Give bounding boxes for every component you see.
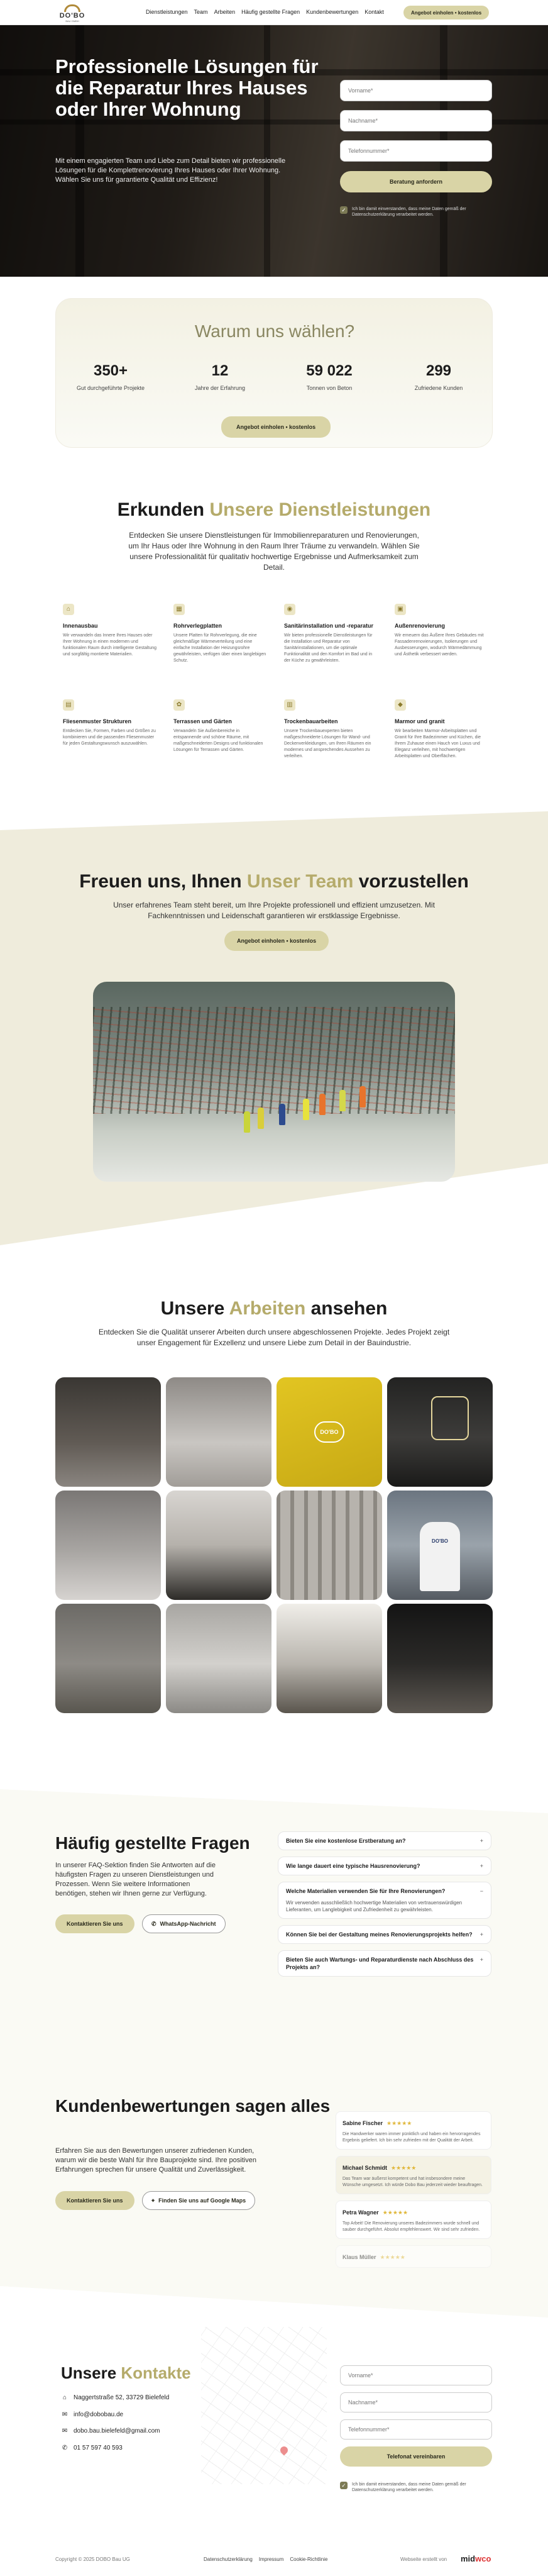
reviewer-name: Klaus Müller (342, 2254, 376, 2260)
work-tile-logo: DO'BO (420, 1522, 460, 1591)
service-title: Sanitärinstallation und -reparatur (284, 623, 374, 629)
faq-question: Welche Materialien verwenden Sie für Ihre Renovierungen? (286, 1888, 446, 1894)
logo-text: DO'BO (59, 12, 85, 19)
plus-icon: + (480, 1931, 483, 1938)
footer-link-privacy[interactable]: Datenschutzerklärung (204, 2557, 253, 2562)
whatsapp-icon: ✆ (151, 1920, 156, 1927)
contact-lastname-input[interactable] (340, 2392, 492, 2412)
why-us-title: Warum uns wählen? (194, 321, 355, 341)
service-card[interactable] (63, 699, 157, 747)
mail-icon: ✉ (62, 2428, 68, 2434)
service-text: Unsere Trockenbauexperten bieten maßgeschneiderte Lösungen für Wand- und Deckenverkleidungen, um Ihren Räumen ein modernes und ansprechendes Aussehen zu verleihen. (284, 729, 371, 758)
phone-icon: ✆ (62, 2445, 68, 2451)
star-rating: ★★★★★ (391, 2165, 417, 2171)
interior-icon: ⌂ (63, 604, 74, 615)
header-quote-button[interactable]: Angebot einholen • kostenlos (403, 6, 489, 19)
contact-consent (340, 2482, 492, 2493)
service-card[interactable] (395, 604, 489, 658)
stat-value: 350+ (93, 362, 128, 379)
review-text: Top Arbeit! Die Renovierung unseres Badezimmers wurde schnell und sauber durchgeführt. Absolut empfehlenswert. Wir sind sehr zufrieden. (342, 2221, 480, 2232)
works-title-c: ansehen (310, 1298, 388, 1319)
map-marker-icon (279, 2445, 290, 2456)
stat-label: Gut durchgeführte Projekte (76, 385, 145, 391)
agency-logo-a: mid (461, 2554, 476, 2563)
work-tile[interactable] (55, 1604, 161, 1713)
work-tile[interactable] (277, 1491, 382, 1600)
faq-item[interactable] (278, 1950, 491, 1977)
hero-submit-button[interactable]: Beratung anfordern (340, 171, 492, 192)
contact-email-1[interactable] (61, 2411, 123, 2418)
garden-icon: ✿ (173, 699, 185, 711)
contact-phone[interactable] (61, 2445, 123, 2451)
reviews-title: Kundenbewertungen sagen alles (55, 2096, 331, 2116)
footer-link-imprint[interactable]: Impressum (258, 2557, 284, 2562)
service-title: Außenrenovierung (395, 623, 446, 629)
footer-credit: Webseite erstellt von (400, 2557, 447, 2562)
stat-value: 299 (425, 362, 452, 379)
service-title: Innenausbau (63, 623, 98, 629)
service-title: Trockenbauarbeiten (284, 718, 338, 724)
services-title-b: Unsere Dienstleistungen (209, 499, 431, 520)
logo-roof-icon (64, 4, 80, 12)
works-title-a: Unsere (160, 1298, 225, 1319)
work-tile[interactable] (55, 1377, 161, 1487)
agency-logo[interactable] (461, 2554, 491, 2563)
work-tile[interactable] (166, 1377, 271, 1487)
contact-email-2-text: dobo.bau.bielefeld@gmail.com (74, 2428, 160, 2434)
service-card[interactable] (173, 699, 268, 753)
work-tile[interactable] (387, 1604, 493, 1713)
team-text: Unser erfahrenes Team steht bereit, um Ihre Projekte professionell und effizient umzusetzen. Mit Fachkenntnissen und Leidenschaft garantieren wir erstklassige Ergebnisse. (113, 901, 435, 920)
stat-label: Tonnen von Beton (306, 385, 353, 391)
reviews-contact-button[interactable]: Kontaktieren Sie uns (55, 2191, 134, 2210)
stat-value: 12 (211, 362, 229, 379)
why-quote-button[interactable]: Angebot einholen • kostenlos (221, 416, 331, 438)
footer-link-cookies[interactable]: Cookie-Richtlinie (290, 2557, 328, 2562)
faq-question: Wie lange dauert eine typische Hausrenovierung? (286, 1863, 420, 1869)
work-tile[interactable] (387, 1377, 493, 1487)
services-title (0, 499, 548, 521)
faq-text: In unserer FAQ-Sektion finden Sie Antworten auf die häufigsten Fragen zu unseren Dienstleistungen und Prozessen. Wenn Sie weitere Informationen benötigen, stehen wir Ihnen gerne zur Verfügung. (55, 1862, 216, 1897)
nav-item-team[interactable]: Team (194, 9, 208, 15)
tiles-icon: ▤ (63, 699, 74, 711)
reviewer-name: Michael Schmidt (342, 2165, 388, 2171)
review-card (336, 2245, 491, 2268)
works-title-b: Arbeiten (229, 1298, 306, 1319)
faq-question: Bieten Sie auch Wartungs- und Reparaturdienste nach Abschluss des Projekts an? (286, 1957, 474, 1970)
reviews-text: Erfahren Sie aus den Bewertungen unserer zufriedenen Kunden, warum wir die beste Wahl für Ihre Bauprojekte sind. Ihre positiven Erfahrungen sprechen für unsere Qualität und Zuverlässigkeit. (55, 2147, 256, 2174)
hero-consent-label: Ich bin damit einverstanden, dass meine Daten gemäß der Datenschutzerklärung verarbeitet werden. (352, 207, 466, 217)
contact-map[interactable] (201, 2327, 327, 2484)
contact-consent-label: Ich bin damit einverstanden, dass meine Daten gemäß der Datenschutzerklärung verarbeitet werden. (352, 2482, 466, 2492)
hero-phone-input[interactable] (340, 140, 492, 162)
contact-consent-checkbox[interactable]: ✓ (340, 2482, 348, 2489)
reviews-maps-button[interactable] (142, 2191, 255, 2210)
map-pin-icon: ⌖ (151, 2197, 155, 2204)
review-text: Die Handwerker waren immer pünktlich und haben ein hervorragendes Ergebnis geliefert. Ich bin sehr zufrieden mit der Qualität der Arbeit. (342, 2132, 481, 2143)
faq-whatsapp-label: WhatsApp-Nachricht (160, 1921, 216, 1927)
service-text: Wir bearbeiten Marmor-Arbeitsplatten und Granit für Ihre Badezimmer und Küchen, die Ihrem Zuhause einen Hauch von Luxus und Eleganz verleihen, mit hochwertigen Arbeitsplatten und Oberflächen. (395, 729, 481, 758)
review-text: Das Team war äußerst kompetent und hat insbesondere meine Wünsche umgesetzt. Ich würde Dobo Bau jederzeit wieder beauftragen. (342, 2177, 483, 2187)
contact-title-a: Unsere (61, 2363, 117, 2382)
nav-item-faq[interactable]: Häufig gestellte Fragen (241, 9, 300, 15)
logo-subtext: BAU GMBH (65, 19, 79, 23)
service-text: Wir erneuern das Äußere Ihres Gebäudes mit Fassadenrenovierungen, Isolierungen und Ausbesserungen, wodurch Wärmedämmung und Ästhetik verbessert werden. (395, 633, 484, 657)
contact-form (340, 2365, 492, 2493)
faq-contact-button[interactable]: Kontaktieren Sie uns (55, 1914, 134, 1933)
pipe-panel-icon: ▦ (173, 604, 185, 615)
hero-consultation-form (340, 80, 492, 218)
nav-item-contact[interactable]: Kontakt (364, 9, 384, 15)
team-quote-button[interactable]: Angebot einholen • kostenlos (224, 931, 329, 951)
service-title: Fliesenmuster Strukturen (63, 718, 132, 724)
faq-whatsapp-button[interactable] (142, 1914, 226, 1933)
contact-submit-button[interactable]: Telefonat vereinbaren (340, 2446, 492, 2467)
plus-icon: + (480, 1863, 483, 1869)
location-icon: ⌂ (62, 2394, 67, 2401)
contact-title (61, 2363, 191, 2383)
work-tile[interactable] (387, 1491, 493, 1600)
stat-label: Jahre der Erfahrung (194, 385, 246, 391)
work-tile[interactable] (277, 1604, 382, 1713)
nav-item-works[interactable]: Arbeiten (214, 9, 236, 15)
contact-email-1-text: info@dobobau.de (74, 2411, 124, 2418)
reviewer-name: Petra Wagner (342, 2209, 379, 2216)
service-text: Entdecken Sie, Formen, Farben und Größen zu kombinieren und die passenden Fliesenmuster für jeden Gestaltungswunsch auszuwählen. (63, 729, 156, 746)
team-photo (93, 982, 455, 1182)
service-title: Marmor und granit (395, 718, 445, 724)
stat-label: Zufriedene Kunden (414, 385, 463, 391)
works-text: Entdecken Sie die Qualität unserer Arbeiten durch unsere abgeschlossenen Projekte. Jedes Projekt zeigt unser Engagement für Exzellenz und unsere Liebe zum Detail in der Bauindustrie. (98, 1328, 450, 1347)
footer (0, 2545, 548, 2576)
contact-phone-text: 01 57 597 40 593 (74, 2445, 123, 2451)
plus-icon: + (480, 1957, 483, 1963)
marble-icon: ◆ (395, 699, 406, 711)
footer-copyright: Copyright © 2025 DOBO Bau UG (55, 2557, 130, 2562)
review-card (336, 2201, 491, 2239)
team-title-c: vorzustellen (358, 871, 469, 892)
star-rating: ★★★★★ (380, 2254, 405, 2260)
faq-question: Können Sie bei der Gestaltung meines Renovierungsprojekts helfen? (286, 1931, 473, 1938)
contact-firstname-input[interactable] (340, 2365, 492, 2385)
hero-lastname-input[interactable] (340, 110, 492, 131)
review-card (336, 2156, 491, 2194)
review-card (336, 2111, 491, 2150)
stat-clients (384, 362, 493, 391)
hero-text: Mit einem engagierten Team und Liebe zum Detail bieten wir professionelle Lösungen für die Komplettrenovierung Ihres Hauses oder Ihrer Wohnung. Wählen Sie uns für garantierte Qualität und Effizienz! (55, 157, 286, 184)
reviews-list (336, 2111, 491, 2274)
contact-phone-input[interactable] (340, 2419, 492, 2440)
team-title-a: Freuen uns, Ihnen (79, 871, 242, 892)
star-rating: ★★★★★ (386, 2120, 412, 2126)
faq-item-open[interactable] (278, 1882, 491, 1919)
team-title-b: Unser Team (246, 871, 354, 892)
hero-title: Professionelle Lösungen für die Reparatur Ihres Hauses oder Ihrer Wohnung (55, 55, 319, 120)
faucet-icon: ◉ (284, 604, 295, 615)
header (0, 0, 548, 25)
logo[interactable] (54, 4, 90, 22)
work-tile[interactable] (55, 1491, 161, 1600)
service-card[interactable] (395, 699, 489, 760)
team-title (0, 871, 548, 892)
work-tile-logo: DO'BO (314, 1421, 344, 1443)
hero-firstname-input[interactable] (340, 80, 492, 101)
services-title-a: Erkunden (117, 499, 205, 520)
service-title: Terrassen und Gärten (173, 718, 232, 724)
mail-icon: ✉ (62, 2411, 68, 2418)
contact-address-text: Naggertstraße 52, 33729 Bielefeld (74, 2394, 170, 2401)
service-card[interactable] (173, 604, 268, 664)
stat-value: 59 022 (306, 362, 353, 379)
reviews-maps-label: Finden Sie uns auf Google Maps (158, 2197, 246, 2204)
plus-icon: + (480, 1838, 483, 1844)
work-tile[interactable] (166, 1604, 271, 1713)
why-us-card (55, 298, 493, 448)
nav-item-reviews[interactable]: Kundenbewertungen (306, 9, 359, 15)
hero-consent-checkbox[interactable]: ✓ (340, 206, 348, 214)
main-nav (146, 9, 384, 15)
faq-item[interactable] (278, 1831, 491, 1850)
contact-title-b: Kontakte (121, 2363, 191, 2382)
star-rating: ★★★★★ (382, 2209, 408, 2216)
hero-consent (340, 206, 492, 218)
contact-address (61, 2394, 169, 2401)
service-text: Unsere Platten für Rohrverlegung, die eine gleichmäßige Wärmeverteilung und eine einfache Installation der Heizungsrohre gewährleisten, verfügen über einen langlebigen Schutz. (173, 633, 266, 663)
faq-question: Bieten Sie eine kostenlose Erstberatung an? (286, 1838, 406, 1844)
faq-title: Häufig gestellte Fragen (55, 1833, 250, 1853)
agency-logo-b: wco (475, 2554, 491, 2563)
nav-item-services[interactable]: Dienstleistungen (146, 9, 188, 15)
service-card[interactable] (284, 699, 378, 760)
stat-years (165, 362, 275, 391)
service-text: Wir verwandeln das Innere Ihres Hauses oder Ihrer Wohnung in einen modernen und funktionalen Raum durch intelligente Gestaltung und sorgfältig montierte Materialien. (63, 633, 157, 657)
faq-list (278, 1831, 491, 1983)
minus-icon: − (480, 1888, 483, 1894)
works-title (0, 1298, 548, 1319)
service-text: Verwandeln Sie Außenbereiche in entspannende und schöne Räume, mit maßgeschneiderten Designs und funktionalen Lösungen für Terrassen und Gärten. (173, 729, 263, 752)
work-tile[interactable] (166, 1491, 271, 1600)
facade-icon: ▣ (395, 604, 406, 615)
contact-email-2[interactable] (61, 2428, 160, 2434)
footer-links (204, 2557, 327, 2562)
faq-item[interactable] (278, 1857, 491, 1875)
faq-item[interactable] (278, 1925, 491, 1944)
stat-projects (56, 362, 165, 391)
services-text: Entdecken Sie unsere Dienstleistungen für Immobilienreparaturen und Renovierungen, um Ihr Haus oder Ihre Wohnung in den Raum Ihrer Träume zu verwandeln. Wählen Sie unsere Professionalität für qualitativ hochwertige Ergebnisse und Aufmerksamkeit zum Detail. (128, 531, 420, 572)
reviewer-name: Sabine Fischer (342, 2120, 383, 2126)
service-card[interactable] (284, 604, 378, 664)
stat-concrete (275, 362, 384, 391)
service-title: Rohrverlegplatten (173, 623, 222, 629)
faq-answer: Wir verwenden ausschließlich hochwertige Materialien von vertrauenswürdigen Lieferanten, um Langlebigkeit und Zufriedenheit zu gewährleisten. (286, 1900, 463, 1913)
service-text: Wir bieten professionelle Dienstleistungen für die Installation und Reparatur von Sanitärinstallationen, um die optimale Funktionalität und den Komfort im Bad und in der Küche zu gewährleisten. (284, 633, 373, 663)
work-tile[interactable] (277, 1377, 382, 1487)
service-card[interactable] (63, 604, 157, 658)
drywall-icon: ▥ (284, 699, 295, 711)
